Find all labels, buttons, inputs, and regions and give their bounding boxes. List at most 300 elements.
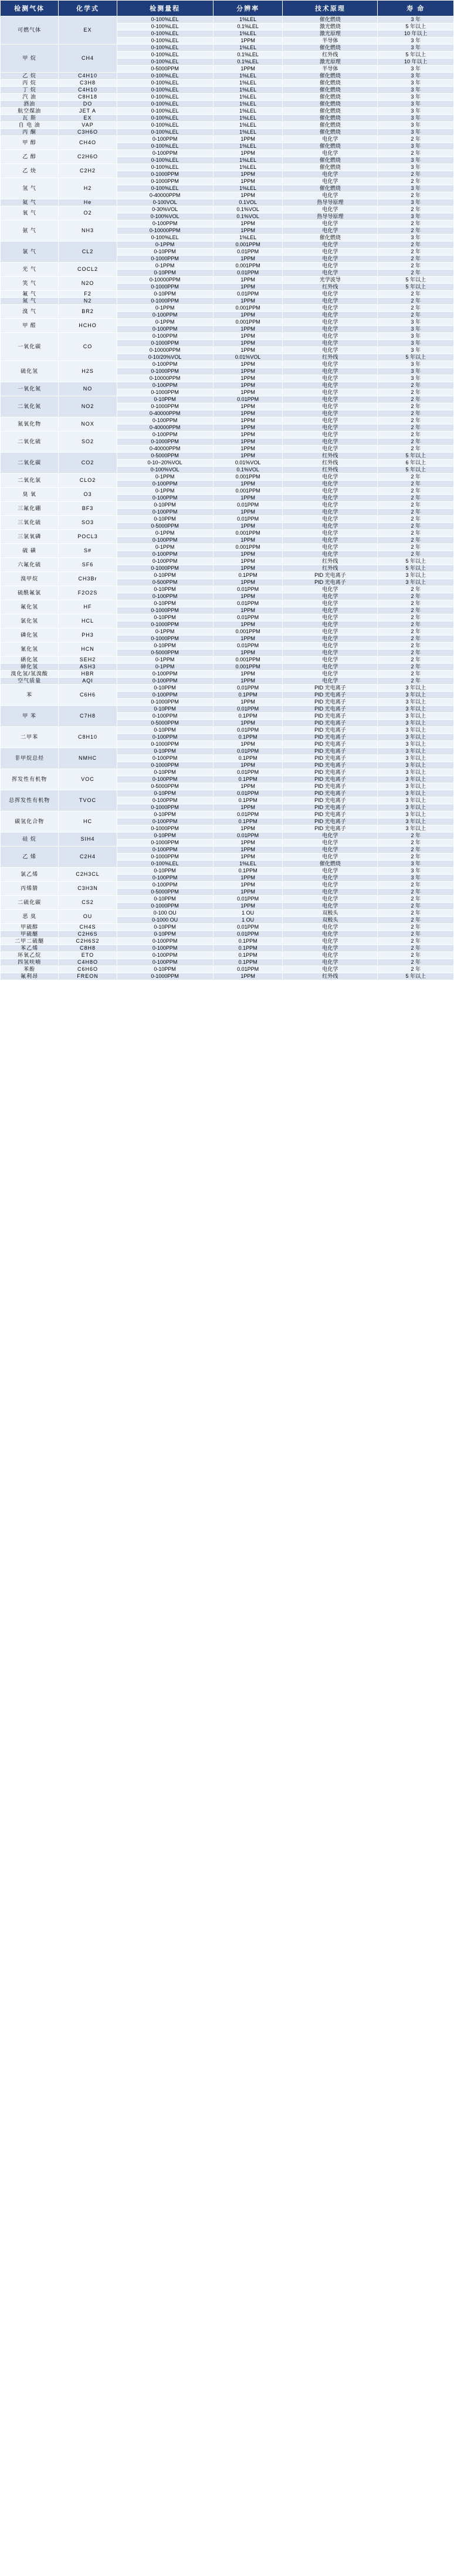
cell-resolution: 0.001PPM xyxy=(213,664,283,671)
cell-detection-range: 0-100%LEL xyxy=(117,143,213,150)
cell-detection-range: 0-1000PPM xyxy=(117,621,213,628)
cell-resolution: 1PPM xyxy=(213,326,283,333)
cell-resolution: 1PPM xyxy=(213,621,283,628)
cell-resolution: 0.01PPM xyxy=(213,516,283,523)
cell-technology: 电化学 xyxy=(283,516,378,523)
cell-resolution: 0.01%VOL xyxy=(213,460,283,467)
cell-resolution: 1PPM xyxy=(213,298,283,305)
cell-gas-name: 氟利昂 xyxy=(1,973,59,980)
cell-technology: 电化学 xyxy=(283,326,378,333)
cell-gas-name: 溴化氢/氢溴酸 xyxy=(1,671,59,678)
table-row xyxy=(1,178,454,185)
cell-gas-name: 氨 气 xyxy=(1,220,59,242)
cell-resolution: 0.01PPM xyxy=(213,685,283,692)
cell-technology: 热导导原理 xyxy=(283,213,378,220)
cell-detection-range: 0-40000PPM xyxy=(117,424,213,431)
cell-lifetime: 2 年 xyxy=(378,924,454,931)
cell-technology: PID 光电离子 xyxy=(283,811,378,818)
cell-resolution: 1PPM xyxy=(213,417,283,424)
cell-lifetime: 2 年 xyxy=(378,410,454,417)
table-row xyxy=(1,966,454,973)
cell-technology: 电化学 xyxy=(283,523,378,530)
cell-detection-range: 0-1000PPM xyxy=(117,854,213,861)
cell-detection-range: 0-100PPM xyxy=(117,551,213,558)
table-row xyxy=(1,896,454,903)
cell-resolution: 0.1PPM xyxy=(213,945,283,952)
cell-resolution: 0.1%VOL xyxy=(213,467,283,474)
cell-detection-range: 0-1PPM xyxy=(117,657,213,664)
cell-technology: 半导体 xyxy=(283,66,378,73)
cell-technology: PID 光电离子 xyxy=(283,790,378,797)
cell-detection-range: 0-5000PPM xyxy=(117,650,213,657)
cell-gas-name: 硫酰氟氯 xyxy=(1,586,59,600)
cell-resolution: 1PPM xyxy=(213,579,283,586)
cell-detection-range: 0-10PPM xyxy=(117,769,213,776)
cell-lifetime: 2 年 xyxy=(378,931,454,938)
cell-detection-range: 0-1PPM xyxy=(117,263,213,270)
cell-detection-range: 0-10PPM xyxy=(117,931,213,938)
cell-detection-range: 0-5000PPM xyxy=(117,889,213,896)
cell-technology: 电化学 xyxy=(283,431,378,439)
cell-detection-range: 0-100VOL xyxy=(117,199,213,206)
cell-lifetime: 2 年 xyxy=(378,192,454,199)
cell-resolution: 1PPM xyxy=(213,340,283,347)
cell-technology: 电化学 xyxy=(283,854,378,861)
cell-chemical-formula: ASH3 xyxy=(59,664,117,671)
table-row xyxy=(1,727,454,734)
cell-lifetime: 5 年以上 xyxy=(378,453,454,460)
cell-resolution: 1PPM xyxy=(213,375,283,382)
cell-resolution: 1PPM xyxy=(213,565,283,572)
cell-gas-name: 六氟化硫 xyxy=(1,558,59,572)
cell-technology: 电化学 xyxy=(283,643,378,650)
header-gas-name: 检测气体 xyxy=(1,1,59,16)
cell-technology: 电化学 xyxy=(283,375,378,382)
cell-detection-range: 0-10PPM xyxy=(117,727,213,734)
cell-technology: 催化燃烧 xyxy=(283,157,378,164)
cell-resolution: 0.1%VOL xyxy=(213,206,283,213)
cell-resolution: 1PPM xyxy=(213,284,283,291)
cell-gas-name: 丙 酮 xyxy=(1,129,59,136)
cell-chemical-formula: HCL xyxy=(59,614,117,628)
cell-lifetime: 10 年以上 xyxy=(378,59,454,66)
cell-technology: PID 光电离子 xyxy=(283,699,378,706)
cell-resolution: 0.1PPM xyxy=(213,776,283,783)
cell-resolution: 1PPM xyxy=(213,650,283,657)
cell-resolution: 0.01PPM xyxy=(213,396,283,403)
cell-lifetime: 3 年以上 xyxy=(378,811,454,818)
cell-lifetime: 3 年 xyxy=(378,38,454,45)
cell-technology: 电化学 xyxy=(283,333,378,340)
table-row xyxy=(1,199,454,206)
cell-lifetime: 5 年以上 xyxy=(378,973,454,980)
cell-lifetime: 2 年 xyxy=(378,657,454,664)
cell-detection-range: 0-100%LEL xyxy=(117,115,213,122)
cell-lifetime: 5 年以上 xyxy=(378,354,454,361)
cell-technology: 催化燃烧 xyxy=(283,94,378,101)
cell-resolution: 1PPM xyxy=(213,607,283,614)
cell-technology: 电化学 xyxy=(283,847,378,854)
cell-detection-range: 0-10PPM xyxy=(117,291,213,298)
cell-gas-name: 恶 臭 xyxy=(1,910,59,924)
cell-lifetime: 3 年 xyxy=(378,340,454,347)
cell-detection-range: 0-100%LEL xyxy=(117,38,213,45)
cell-resolution: 1%LEL xyxy=(213,16,283,23)
cell-technology: 电化学 xyxy=(283,389,378,396)
cell-detection-range: 0-100PPM xyxy=(117,136,213,143)
cell-lifetime: 5 年以上 xyxy=(378,565,454,572)
cell-gas-name: 氰化氢 xyxy=(1,643,59,657)
cell-resolution: 0.001PPM xyxy=(213,474,283,481)
cell-chemical-formula: NH3 xyxy=(59,220,117,242)
cell-lifetime: 2 年 xyxy=(378,249,454,256)
cell-resolution: 0.1PPM xyxy=(213,734,283,741)
cell-resolution: 1PPM xyxy=(213,277,283,284)
cell-technology: 电化学 xyxy=(283,832,378,840)
cell-lifetime: 2 年 xyxy=(378,382,454,389)
cell-resolution: 0.01PPM xyxy=(213,614,283,621)
cell-detection-range: 0-1000PPM xyxy=(117,298,213,305)
table-row xyxy=(1,333,454,340)
cell-technology: 电化学 xyxy=(283,678,378,685)
cell-lifetime: 3 年以上 xyxy=(378,804,454,811)
cell-chemical-formula: AQI xyxy=(59,678,117,685)
cell-technology: 催化燃烧 xyxy=(283,164,378,171)
cell-detection-range: 0-100%LEL xyxy=(117,129,213,136)
cell-detection-range: 0-100PPM xyxy=(117,537,213,544)
table-row xyxy=(1,938,454,945)
cell-resolution: 0.01PPM xyxy=(213,811,283,818)
table-row xyxy=(1,959,454,966)
cell-technology: 红外线 xyxy=(283,558,378,565)
cell-technology: 催化燃烧 xyxy=(283,235,378,242)
cell-chemical-formula: HC xyxy=(59,811,117,832)
cell-lifetime: 3 年 xyxy=(378,333,454,340)
cell-lifetime: 2 年 xyxy=(378,178,454,185)
cell-detection-range: 0-10PPM xyxy=(117,685,213,692)
cell-lifetime: 3 年 xyxy=(378,361,454,368)
cell-detection-range: 0-100%LEL xyxy=(117,23,213,30)
cell-chemical-formula: C8H10 xyxy=(59,727,117,748)
cell-resolution: 1PPM xyxy=(213,889,283,896)
cell-lifetime: 3 年 xyxy=(378,73,454,80)
cell-resolution: 1PPM xyxy=(213,854,283,861)
cell-gas-name: 苯 xyxy=(1,685,59,706)
cell-lifetime: 2 年 xyxy=(378,621,454,628)
cell-lifetime: 2 年 xyxy=(378,502,454,509)
cell-technology: 催化燃烧 xyxy=(283,73,378,80)
cell-technology: 电化学 xyxy=(283,481,378,488)
cell-detection-range: 0-100PPM xyxy=(117,417,213,424)
cell-technology: 双极头 xyxy=(283,910,378,917)
cell-lifetime: 2 年 xyxy=(378,959,454,966)
cell-resolution: 1PPM xyxy=(213,671,283,678)
table-header-row xyxy=(1,1,454,16)
table-row xyxy=(1,868,454,875)
cell-technology: 电化学 xyxy=(283,227,378,235)
table-row xyxy=(1,319,454,326)
cell-lifetime: 3 年以上 xyxy=(378,579,454,586)
cell-detection-range: 0-1000PPM xyxy=(117,903,213,910)
cell-technology: 电化学 xyxy=(283,664,378,671)
table-row xyxy=(1,45,454,52)
cell-technology: PID 光电离子 xyxy=(283,825,378,832)
cell-gas-name: 二氧化氮 xyxy=(1,396,59,417)
cell-resolution: 1%LEL xyxy=(213,129,283,136)
cell-resolution: 1PPM xyxy=(213,804,283,811)
cell-lifetime: 2 年 xyxy=(378,966,454,973)
cell-lifetime: 3 年以上 xyxy=(378,825,454,832)
table-row xyxy=(1,832,454,840)
cell-chemical-formula: HF xyxy=(59,600,117,614)
cell-detection-range: 0-100PPM xyxy=(117,481,213,488)
cell-gas-name: 三氯氧磷 xyxy=(1,530,59,544)
cell-lifetime: 3 年以上 xyxy=(378,720,454,727)
cell-resolution: 1%LEL xyxy=(213,122,283,129)
cell-detection-range: 0-100PPM xyxy=(117,150,213,157)
cell-technology: 电化学 xyxy=(283,889,378,896)
cell-resolution: 0.001PPM xyxy=(213,657,283,664)
cell-detection-range: 0-1000PPM xyxy=(117,762,213,769)
cell-detection-range: 0-10000PPM xyxy=(117,347,213,354)
table-row xyxy=(1,122,454,129)
cell-detection-range: 0-1000PPM xyxy=(117,389,213,396)
cell-technology: 电化学 xyxy=(283,396,378,403)
cell-detection-range: 0-10000PPM xyxy=(117,375,213,382)
cell-gas-name: 航空煤油 xyxy=(1,108,59,115)
table-row xyxy=(1,277,454,284)
cell-detection-range: 0-100PPM xyxy=(117,593,213,600)
cell-detection-range: 0-100PPM xyxy=(117,312,213,319)
cell-gas-name: 二氧化碳 xyxy=(1,453,59,474)
cell-technology: 电化学 xyxy=(283,417,378,424)
cell-resolution: 0.01PPM xyxy=(213,931,283,938)
cell-resolution: 1PPM xyxy=(213,741,283,748)
cell-detection-range: 0-10PPM xyxy=(117,600,213,607)
cell-resolution: 1PPM xyxy=(213,699,283,706)
cell-lifetime: 3 年以上 xyxy=(378,783,454,790)
cell-technology: 电化学 xyxy=(283,263,378,270)
cell-technology: PID 光电离子 xyxy=(283,748,378,755)
cell-resolution: 1PPM xyxy=(213,424,283,431)
cell-chemical-formula: C4H10 xyxy=(59,73,117,80)
cell-technology: 电化学 xyxy=(283,551,378,558)
cell-detection-range: 0-100PPM xyxy=(117,776,213,783)
cell-resolution: 1%LEL xyxy=(213,45,283,52)
table-row xyxy=(1,685,454,692)
cell-lifetime: 2 年 xyxy=(378,439,454,446)
cell-lifetime: 2 年 xyxy=(378,446,454,453)
cell-technology: 电化学 xyxy=(283,291,378,298)
cell-lifetime: 2 年 xyxy=(378,481,454,488)
cell-resolution: 0.01%VOL xyxy=(213,354,283,361)
table-row xyxy=(1,790,454,797)
cell-chemical-formula: C3H3N xyxy=(59,882,117,896)
cell-lifetime: 2 年 xyxy=(378,889,454,896)
cell-lifetime: 2 年 xyxy=(378,256,454,263)
cell-gas-name: 乙 炔 xyxy=(1,164,59,178)
cell-gas-name: 氯 气 xyxy=(1,242,59,263)
cell-chemical-formula: SIH4 xyxy=(59,832,117,847)
cell-lifetime: 3 年以上 xyxy=(378,572,454,579)
cell-technology: 红外线 xyxy=(283,467,378,474)
cell-resolution: 1PPM xyxy=(213,333,283,340)
cell-resolution: 0.01PPM xyxy=(213,924,283,931)
cell-technology: PID 光电离子 xyxy=(283,762,378,769)
cell-lifetime: 2 年 xyxy=(378,593,454,600)
cell-gas-name: 甲 醛 xyxy=(1,319,59,333)
table-row xyxy=(1,291,454,298)
cell-lifetime: 3 年 xyxy=(378,868,454,875)
cell-resolution: 1%LEL xyxy=(213,94,283,101)
cell-detection-range: 0-100%LEL xyxy=(117,16,213,23)
cell-resolution: 0.1PPM xyxy=(213,572,283,579)
cell-detection-range: 0-100PPM xyxy=(117,755,213,762)
table-row xyxy=(1,164,454,171)
cell-detection-range: 0-10PPM xyxy=(117,966,213,973)
cell-gas-name: 硫 磺 xyxy=(1,544,59,558)
cell-detection-range: 0-1PPM xyxy=(117,628,213,635)
cell-technology: 电化学 xyxy=(283,178,378,185)
table-row xyxy=(1,945,454,952)
cell-lifetime: 2 年 xyxy=(378,263,454,270)
table-row xyxy=(1,129,454,136)
cell-lifetime: 2 年 xyxy=(378,150,454,157)
cell-chemical-formula: COCL2 xyxy=(59,263,117,277)
cell-detection-range: 0-10PPM xyxy=(117,516,213,523)
cell-detection-range: 0-100%LEL xyxy=(117,157,213,164)
cell-resolution: 1PPM xyxy=(213,593,283,600)
cell-lifetime: 3 年 xyxy=(378,16,454,23)
cell-detection-range: 0-10PPM xyxy=(117,614,213,621)
cell-detection-range: 0-10PPM xyxy=(117,896,213,903)
cell-technology: 催化燃烧 xyxy=(283,185,378,192)
cell-technology: 电化学 xyxy=(283,410,378,417)
cell-detection-range: 0-100PPM xyxy=(117,558,213,565)
cell-detection-range: 0-1000PPM xyxy=(117,171,213,178)
cell-technology: 电化学 xyxy=(283,502,378,509)
cell-resolution: 0.1PPM xyxy=(213,692,283,699)
cell-detection-range: 0-10PPM xyxy=(117,249,213,256)
cell-detection-range: 0-1000PPM xyxy=(117,741,213,748)
cell-detection-range: 0-1000PPM xyxy=(117,635,213,643)
cell-gas-name: 笑 气 xyxy=(1,277,59,291)
cell-gas-name: 自 电 油 xyxy=(1,122,59,129)
cell-detection-range: 0-1PPM xyxy=(117,474,213,481)
cell-chemical-formula: F2 xyxy=(59,291,117,298)
cell-lifetime: 2 年 xyxy=(378,291,454,298)
cell-technology: 电化学 xyxy=(283,966,378,973)
cell-lifetime: 2 年 xyxy=(378,396,454,403)
cell-resolution: 1%LEL xyxy=(213,164,283,171)
cell-technology: 催化燃烧 xyxy=(283,122,378,129)
cell-resolution: 1PPM xyxy=(213,495,283,502)
cell-resolution: 0.01PPM xyxy=(213,706,283,713)
cell-lifetime: 2 年 xyxy=(378,544,454,551)
cell-lifetime: 2 年 xyxy=(378,551,454,558)
header-detection-range: 检测量程 xyxy=(117,1,213,16)
cell-lifetime: 3 年以上 xyxy=(378,692,454,699)
cell-resolution: 1PPM xyxy=(213,720,283,727)
cell-resolution: 0.001PPM xyxy=(213,544,283,551)
cell-detection-range: 0-100%LEL xyxy=(117,101,213,108)
cell-detection-range: 0-1000PPM xyxy=(117,439,213,446)
cell-gas-name: 丙烯腈 xyxy=(1,882,59,896)
cell-lifetime: 2 年 xyxy=(378,516,454,523)
cell-detection-range: 0-100%LEL xyxy=(117,80,213,87)
cell-detection-range: 0-1000PPM xyxy=(117,368,213,375)
table-row xyxy=(1,973,454,980)
cell-lifetime: 5 年以上 xyxy=(378,23,454,30)
cell-gas-name: 一氧化氮 xyxy=(1,382,59,396)
cell-detection-range: 0-100PPM xyxy=(117,382,213,389)
cell-detection-range: 0-10PPM xyxy=(117,706,213,713)
cell-chemical-formula: NOX xyxy=(59,417,117,431)
cell-gas-name: 环氧乙烷 xyxy=(1,952,59,959)
cell-technology: 电化学 xyxy=(283,628,378,635)
cell-chemical-formula: POCL3 xyxy=(59,530,117,544)
cell-gas-name: 磷化氢 xyxy=(1,628,59,643)
cell-gas-name: 甲硫醚 xyxy=(1,931,59,938)
cell-detection-range: 0-100PPM xyxy=(117,938,213,945)
cell-resolution: 1%LEL xyxy=(213,235,283,242)
cell-lifetime: 3 年 xyxy=(378,235,454,242)
cell-lifetime: 3 年 xyxy=(378,87,454,94)
cell-lifetime: 2 年 xyxy=(378,537,454,544)
cell-technology: 电化学 xyxy=(283,150,378,157)
cell-lifetime: 2 年 xyxy=(378,270,454,277)
cell-chemical-formula: SF6 xyxy=(59,558,117,572)
cell-detection-range: 0-1000PPM xyxy=(117,607,213,614)
cell-technology: 电化学 xyxy=(283,171,378,178)
cell-technology: PID 光电离子 xyxy=(283,727,378,734)
cell-lifetime: 3 年以上 xyxy=(378,713,454,720)
cell-chemical-formula: TVOC xyxy=(59,790,117,811)
cell-detection-range: 0-40000PPM xyxy=(117,192,213,199)
cell-detection-range: 0-10000PPM xyxy=(117,277,213,284)
cell-lifetime: 2 年 xyxy=(378,298,454,305)
cell-detection-range: 0-100%LEL xyxy=(117,87,213,94)
cell-technology: 催化燃烧 xyxy=(283,87,378,94)
cell-chemical-formula: O2 xyxy=(59,206,117,220)
cell-resolution: 1 OU xyxy=(213,917,283,924)
cell-detection-range: 0-10PPM xyxy=(117,790,213,797)
cell-gas-name: 甲 烷 xyxy=(1,45,59,73)
cell-lifetime: 2 年 xyxy=(378,628,454,635)
cell-resolution: 1%LEL xyxy=(213,861,283,868)
cell-lifetime: 3 年以上 xyxy=(378,818,454,825)
cell-technology: 电化学 xyxy=(283,657,378,664)
cell-lifetime: 3 年 xyxy=(378,122,454,129)
cell-chemical-formula: CS2 xyxy=(59,896,117,910)
cell-lifetime: 3 年以上 xyxy=(378,776,454,783)
cell-technology: PID 光电离子 xyxy=(283,783,378,790)
cell-gas-name: 丁 烷 xyxy=(1,87,59,94)
table-row xyxy=(1,298,454,305)
table-body xyxy=(1,16,454,980)
cell-technology: 电化学 xyxy=(283,136,378,143)
cell-resolution: 1PPM xyxy=(213,678,283,685)
cell-detection-range: 0-1PPM xyxy=(117,242,213,249)
cell-detection-range: 0-10PPM xyxy=(117,270,213,277)
cell-gas-name: 碳氢化合物 xyxy=(1,811,59,832)
cell-gas-name: 溴 气 xyxy=(1,305,59,319)
cell-lifetime: 2 年 xyxy=(378,403,454,410)
cell-chemical-formula: DO xyxy=(59,101,117,108)
cell-gas-name: 苯乙烯 xyxy=(1,945,59,952)
gas-sensor-specification-sheet xyxy=(0,0,454,980)
cell-detection-range: 0-10000PPM xyxy=(117,227,213,235)
